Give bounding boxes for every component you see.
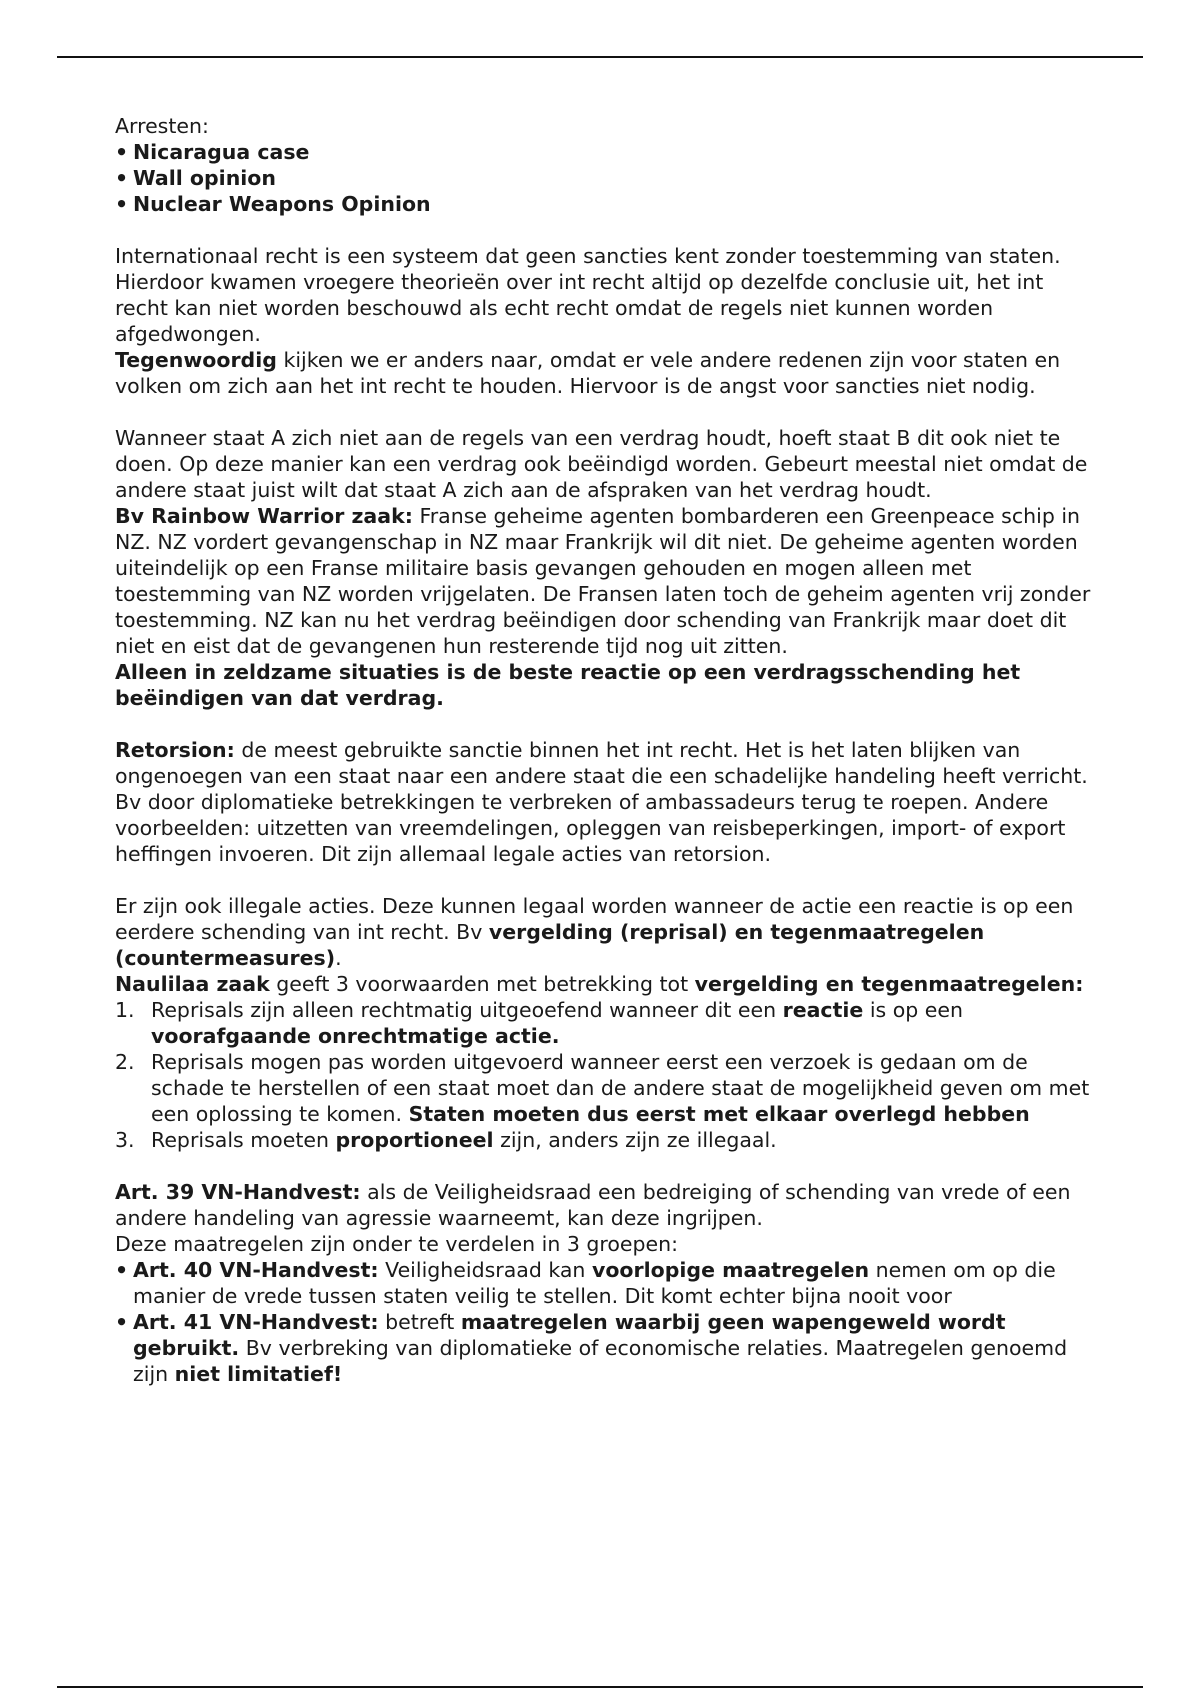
list-item: • Nicaragua case	[115, 139, 1095, 165]
list-item: 2. Reprisals mogen pas worden uitgevoerd wanneer eerst een verzoek is gedaan om de schade te herstellen of een staat moet dan de andere staat de mogelijkheid geven om met een oplossing te komen. Staten moeten dus eerst met elkaar overlegd hebben	[115, 1050, 1090, 1126]
paragraph-illegal-actions: Er zijn ook illegale acties. Deze kunnen legaal worden wanneer de actie een reactie is op een eerdere schending van int recht. Bv vergelding (reprisal) en tegenmaatregelen (countermeasures).	[115, 894, 1074, 970]
paragraph-verdrag: Wanneer staat A zich niet aan de regels van een verdrag houdt, hoeft staat B dit ook niet te doen. Op deze manier kan een verdrag ook beëindigd worden. Gebeurt meestal niet omdat de andere staat juist wilt dat staat A zich aan de afspraken van het verdrag houdt.	[115, 426, 1088, 502]
list-item: • Art. 41 VN-Handvest: betreft maatregelen waarbij geen wapengeweld wordt gebruikt. Bv verbreking van diplomatieke of economische relaties. Maatregelen genoemd zijn niet limitatief!	[115, 1309, 1095, 1387]
list-item: • Art. 40 VN-Handvest: Veiligheidsraad kan voorlopige maatregelen nemen om op die manier de vrede tussen staten veilig te stellen. Dit komt echter bijna nooit voor	[115, 1257, 1095, 1309]
list-item: 3. Reprisals moeten proportioneel zijn, anders zijn ze illegaal.	[115, 1128, 777, 1152]
paragraph-intro: Internationaal recht is een systeem dat geen sancties kent zonder toestemming van staten. Hierdoor kwamen vroegere theorieën over int recht altijd op dezelfde conclusie uit, het int recht kan niet worden beschouwd als echt recht omdat de regels niet kunnen worden afgedwongen.	[115, 244, 1061, 346]
paragraph-retorsion: Retorsion: de meest gebruikte sanctie binnen het int recht. Het is het laten blijken van ongenoegen van een staat naar een andere staat die een schadelijke handeling heeft verricht. Bv door diplomatieke betrekkingen te verbreken of ambassadeurs terug te roepen. Andere voorbeelden: uitzetten van vreemdelingen, opleggen van reisbeperkingen, import- of export heffingen invoeren. Dit zijn allemaal legale acties van retorsion.	[115, 738, 1088, 866]
paragraph-naulilaa: Naulilaa zaak geeft 3 voorwaarden met betrekking tot vergelding en tegenmaatregelen:	[115, 972, 1084, 996]
footer-rule	[57, 1686, 1143, 1688]
arresten-list	[115, 139, 1095, 217]
articles-list	[115, 1257, 1095, 1387]
document-page	[115, 113, 1095, 1387]
paragraph-conclusion: Alleen in zeldzame situaties is de beste reactie op een verdragsschending het beëindigen van dat verdrag.	[115, 660, 1021, 710]
header-rule	[57, 56, 1143, 58]
paragraph-rainbow-warrior: Bv Rainbow Warrior zaak: Franse geheime agenten bombarderen een Greenpeace schip in NZ. NZ vordert gevangenschap in NZ maar Frankrijk wil dit niet. De geheime agenten worden uiteindelijk op een Franse militaire basis gevangen gehouden en mogen alleen met toestemming van NZ worden vrijgelaten. De Fransen laten toch de geheim agenten vrij zonder toestemming. NZ kan nu het verdrag beëindigen door schending van Frankrijk maar doet dit niet en eist dat de gevangenen hun resterende tijd nog uit zitten.	[115, 504, 1091, 658]
conditions-list	[115, 997, 1095, 1153]
arresten-label: Arresten:	[115, 114, 209, 138]
paragraph-art-39: Art. 39 VN-Handvest: als de Veiligheidsraad een bedreiging of schending van vrede of een andere handeling van agressie waarneemt, kan deze ingrijpen.	[115, 1180, 1071, 1230]
list-item: 1. Reprisals zijn alleen rechtmatig uitgeoefend wanneer dit een reactie is op een voorafgaande onrechtmatige actie.	[115, 998, 964, 1048]
paragraph-tegenwoordig: Tegenwoordig kijken we er anders naar, omdat er vele andere redenen zijn voor staten en volken om zich aan het int recht te houden. Hiervoor is de angst voor sancties niet nodig.	[115, 348, 1061, 398]
list-item: • Nuclear Weapons Opinion	[115, 191, 1095, 217]
paragraph-groups: Deze maatregelen zijn onder te verdelen in 3 groepen:	[115, 1232, 679, 1256]
list-item: • Wall opinion	[115, 165, 1095, 191]
